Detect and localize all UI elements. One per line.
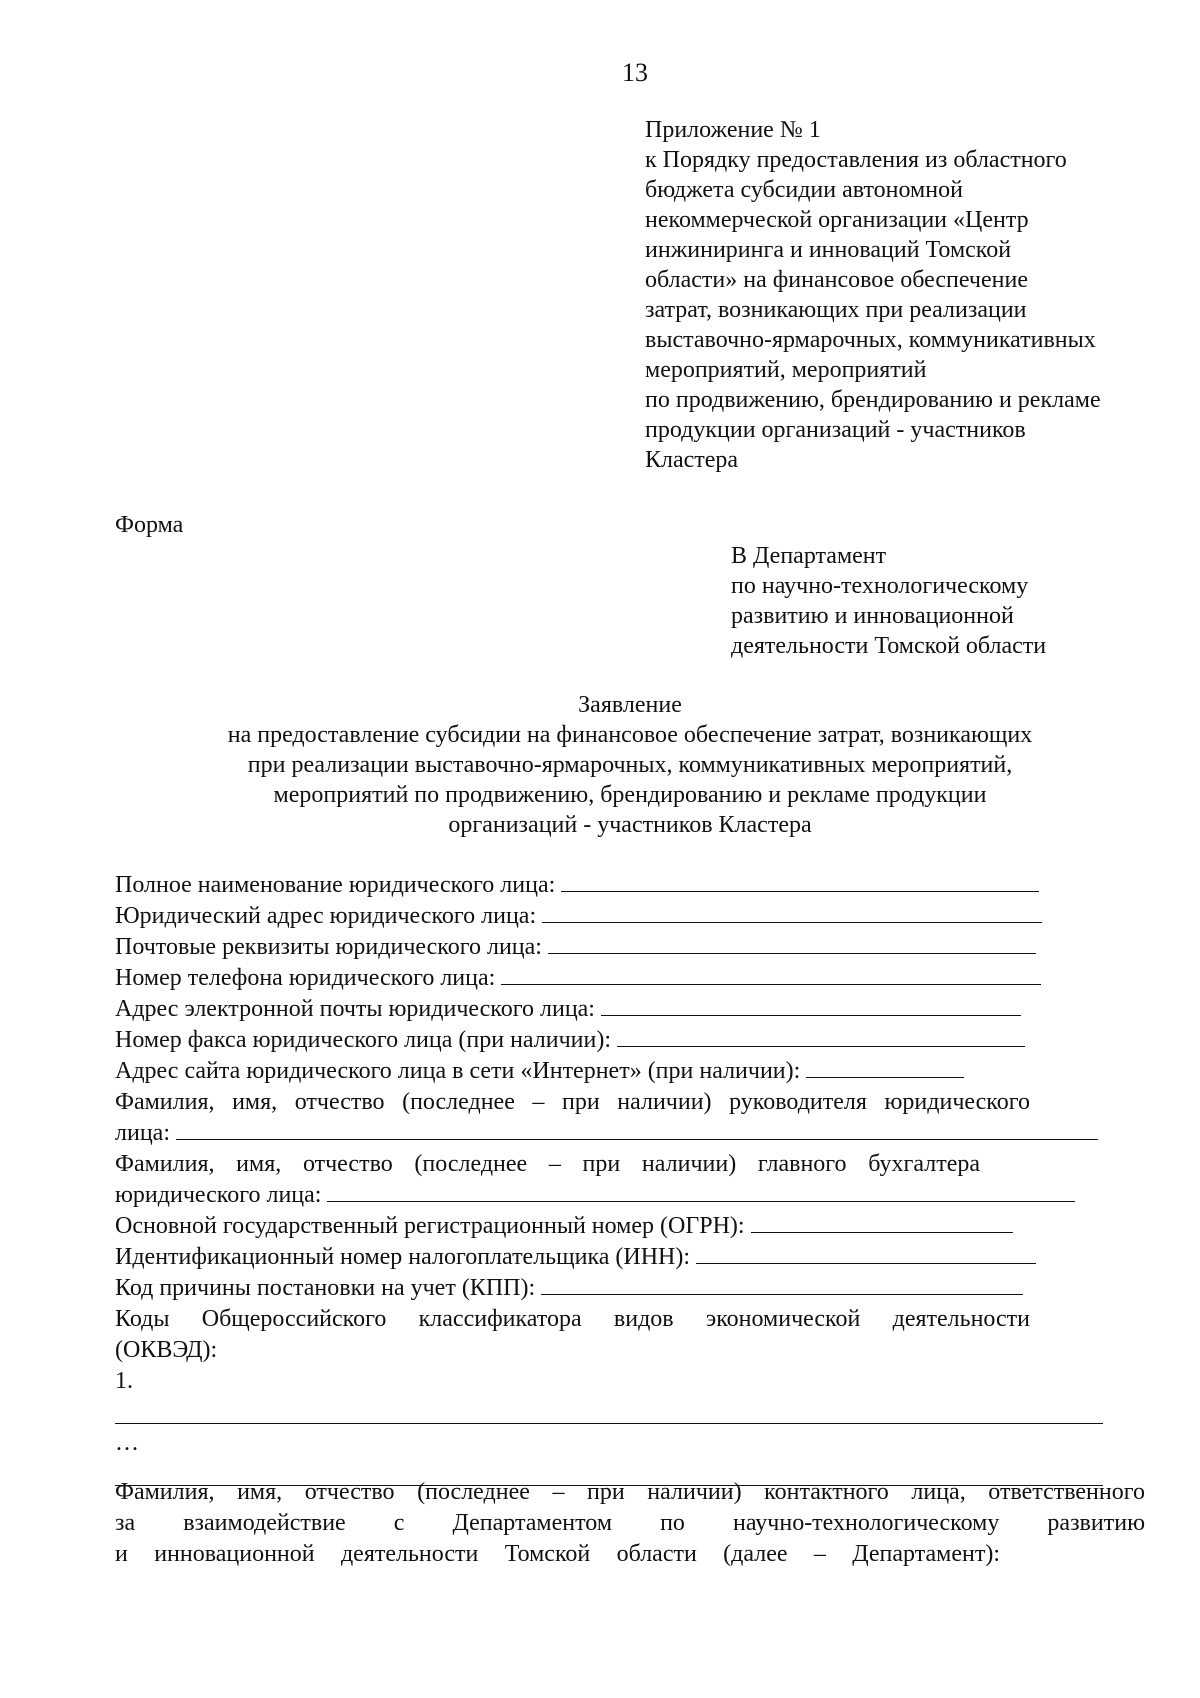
field-legal-address [115, 901, 1145, 932]
ogrn-blank[interactable] [751, 1212, 1013, 1233]
title-heading: Заявление [578, 692, 682, 718]
annex-line: продукции организаций - участников [645, 417, 1026, 443]
underline [115, 1423, 1103, 1424]
annex-line: инжиниринга и инноваций Томской [645, 237, 1012, 263]
field-inn [115, 1242, 1145, 1273]
accountant-blank[interactable] [327, 1181, 1075, 1202]
full-name-blank[interactable] [561, 871, 1039, 892]
field-full-name [115, 870, 1145, 901]
document-title [130, 690, 1130, 840]
okved-ellipsis: … [115, 1430, 139, 1456]
email-blank[interactable] [601, 995, 1021, 1016]
field-phone [115, 963, 1145, 994]
recipient-line: по научно-технологическому [731, 573, 1029, 599]
kpp-blank[interactable] [541, 1274, 1023, 1295]
field-postal-details [115, 932, 1145, 963]
title-line: на предоставление субсидии на финансовое обеспечение затрат, возникающих [227, 722, 1033, 748]
field-label: Код причины постановки на учет (КПП): [115, 1275, 536, 1301]
website-blank[interactable] [806, 1057, 964, 1078]
title-line: мероприятий по продвижению, брендированию и рекламе продукции [273, 782, 987, 808]
director-label-line: Фамилия, имя, отчество (последнее – при наличии) руководителя юридического [115, 1089, 1030, 1115]
contact-line: и инновационной деятельности Томской области (далее – Департамент): [115, 1541, 1000, 1567]
field-label: Номер факса юридического лица (при наличии): [115, 1027, 612, 1053]
annex-line: Кластера [645, 447, 739, 473]
field-label: Номер телефона юридического лица: [115, 965, 496, 991]
title-line: при реализации выставочно-ярмарочных, коммуникативных мероприятий, [247, 752, 1013, 778]
director-blank[interactable] [176, 1119, 1098, 1140]
recipient-block [731, 541, 1171, 661]
contact-person-paragraph [115, 1477, 1145, 1570]
field-label: Идентификационный номер налогоплательщика (ИНН): [115, 1244, 691, 1270]
okved-label-line: Коды Общероссийского классификатора видов экономической деятельности [115, 1306, 1030, 1332]
annex-line: Приложение № 1 [645, 117, 821, 143]
accountant-label-line: Фамилия, имя, отчество (последнее – при наличии) главного бухгалтера [115, 1151, 980, 1177]
field-fax [115, 1025, 1145, 1056]
field-email [115, 994, 1145, 1025]
recipient-line: развитию и инновационной [731, 603, 1014, 629]
okved-item-blank[interactable] [115, 1397, 1103, 1428]
field-website [115, 1056, 1145, 1087]
application-fields [115, 870, 1145, 1490]
field-accountant [115, 1180, 1145, 1211]
field-label: юридического лица: [115, 1182, 322, 1208]
field-kpp [115, 1273, 1145, 1304]
annex-line: области» на финансовое обеспечение [645, 267, 1028, 293]
field-label: Основной государственный регистрационный номер (ОГРН): [115, 1213, 745, 1239]
contact-line: за взаимодействие с Департаментом по научно-технологическому развитию [115, 1510, 1145, 1536]
contact-line: Фамилия, имя, отчество (последнее – при наличии) контактного лица, ответственного [115, 1479, 1145, 1505]
annex-line: некоммерческой организации «Центр [645, 207, 1029, 233]
annex-line: по продвижению, брендированию и рекламе [645, 387, 1101, 413]
recipient-line: В Департамент [731, 543, 887, 569]
fax-blank[interactable] [617, 1026, 1025, 1047]
annex-line: выставочно-ярмарочных, коммуникативных [645, 327, 1096, 353]
recipient-line: деятельности Томской области [731, 633, 1047, 659]
form-label: Форма [115, 512, 184, 538]
field-ogrn [115, 1211, 1145, 1242]
title-line: организаций - участников Кластера [448, 812, 812, 838]
inn-blank[interactable] [696, 1243, 1036, 1264]
page-number: 13 [622, 58, 648, 87]
annex-line: к Порядку предоставления из областного [645, 147, 1067, 173]
field-label: Адрес сайта юридического лица в сети «Интернет» (при наличии): [115, 1058, 801, 1084]
annex-line: мероприятий, мероприятий [645, 357, 927, 383]
field-label: лица: [115, 1120, 170, 1146]
field-label: Адрес электронной почты юридического лица: [115, 996, 595, 1022]
okved-item-number: 1. [115, 1368, 133, 1394]
okved-label-line: (ОКВЭД): [115, 1337, 218, 1363]
legal-address-blank[interactable] [542, 902, 1042, 923]
field-director [115, 1118, 1145, 1149]
field-label: Юридический адрес юридического лица: [115, 903, 537, 929]
field-label: Полное наименование юридического лица: [115, 872, 556, 898]
postal-details-blank[interactable] [548, 933, 1036, 954]
annex-header [645, 115, 1185, 475]
phone-blank[interactable] [501, 964, 1041, 985]
field-label: Почтовые реквизиты юридического лица: [115, 934, 542, 960]
annex-line: бюджета субсидии автономной [645, 177, 963, 203]
annex-line: затрат, возникающих при реализации [645, 297, 1027, 323]
